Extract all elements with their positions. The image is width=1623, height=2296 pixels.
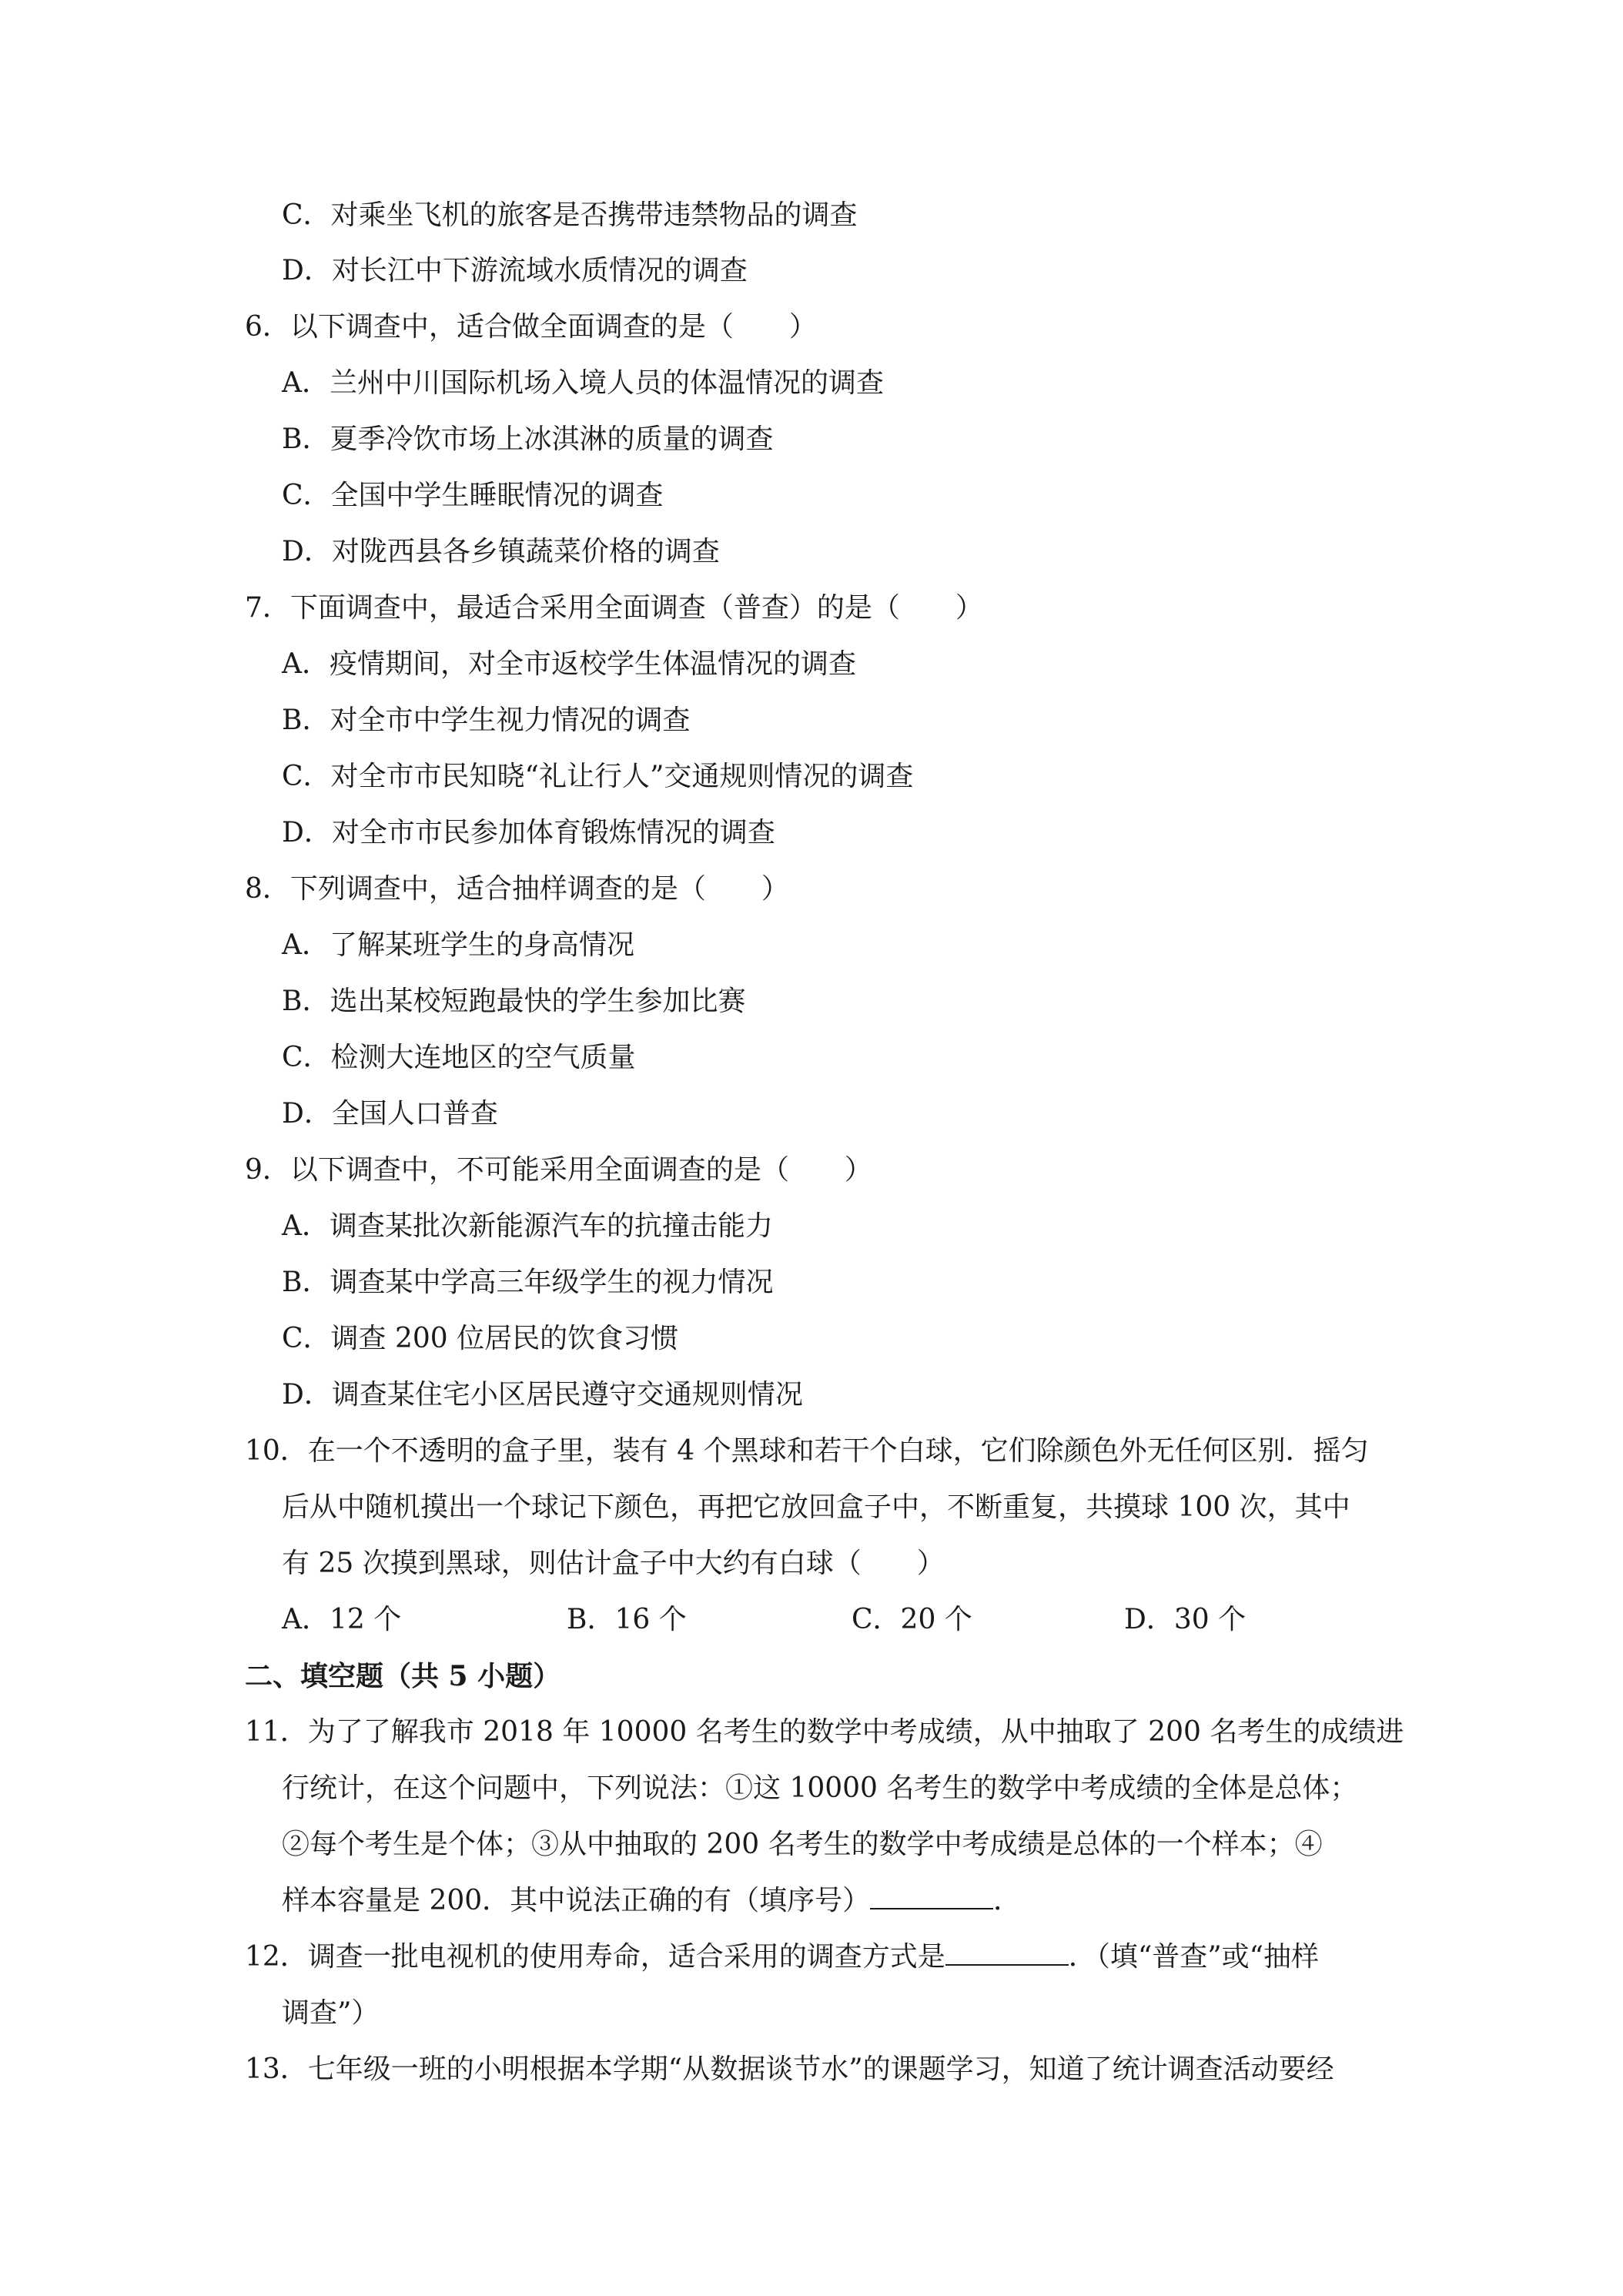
q9-option-c: C．调查 200 位居民的饮食习惯 — [282, 1323, 679, 1354]
q8-option-c: C．检测大连地区的空气质量 — [282, 1042, 636, 1073]
q12-line-1-text: 12．调查一批电视机的使用寿命，适合采用的调查方式是 — [245, 1941, 945, 1973]
q9-stem: 9．以下调查中，不可能采用全面调查的是（ ） — [245, 1154, 872, 1186]
q6-option-d: D．对陇西县各乡镇蔬菜价格的调查 — [282, 536, 720, 567]
q10-option-d: D．30 个 — [1124, 1604, 1247, 1635]
q11-line-1: 11．为了了解我市 2018 年 10000 名考生的数学中考成绩，从中抽取了 200 名考生的成绩进 — [245, 1716, 1404, 1748]
q6-stem: 6．以下调查中，适合做全面调查的是（ ） — [245, 311, 817, 343]
q11-line-3: ②每个考生是个体；③从中抽取的 200 名考生的数学中考成绩是总体的一个样本；④ — [282, 1829, 1323, 1860]
q11-line-2: 行统计，在这个问题中，下列说法：①这 10000 名考生的数学中考成绩的全体是总体； — [282, 1772, 1358, 1804]
q10-line-1: 10．在一个不透明的盒子里，装有 4 个黑球和若干个白球，它们除颜色外无任何区别．摇匀 — [245, 1435, 1369, 1467]
q8-option-d: D．全国人口普查 — [282, 1098, 498, 1130]
q7-option-d: D．对全市市民参加体育锻炼情况的调查 — [282, 817, 775, 848]
q7-option-b: B．对全市中学生视力情况的调查 — [282, 705, 691, 736]
q7-stem: 7．下面调查中，最适合采用全面调查（普查）的是（ ） — [245, 592, 983, 624]
q12-line-1 — [245, 1940, 1319, 1974]
section-2-title: 二、填空题（共 5 小题） — [245, 1660, 561, 1692]
q11-answer-blank[interactable] — [870, 1885, 993, 1909]
q10-option-c: C．20 个 — [852, 1604, 972, 1635]
q10-line-2: 后从中随机摸出一个球记下颜色，再把它放回盒子中，不断重复，共摸球 100 次，其中 — [282, 1491, 1350, 1523]
q9-option-d: D．调查某住宅小区居民遵守交通规则情况 — [282, 1379, 803, 1411]
q12-line-1-end: ．（填“普查”或“抽样 — [1068, 1941, 1320, 1973]
q5-option-d: D．对长江中下游流域水质情况的调查 — [282, 255, 748, 286]
q12-line-2: 调查”） — [282, 1997, 380, 2029]
q6-option-c: C．全国中学生睡眠情况的调查 — [282, 480, 664, 511]
q8-option-b: B．选出某校短跑最快的学生参加比赛 — [282, 986, 746, 1017]
q12-answer-blank[interactable] — [945, 1941, 1069, 1966]
q11-line-4-text: 样本容量是 200．其中说法正确的有（填序号） — [282, 1885, 871, 1916]
q9-option-a: A．调查某批次新能源汽车的抗撞击能力 — [282, 1210, 773, 1242]
q10-option-b: B．16 个 — [567, 1604, 687, 1635]
q10-option-a: A．12 个 — [282, 1604, 402, 1635]
q8-option-a: A．了解某班学生的身高情况 — [282, 929, 634, 961]
q10-line-3: 有 25 次摸到黑球，则估计盒子中大约有白球（ ） — [282, 1548, 945, 1579]
q11-line-4 — [282, 1884, 1021, 1918]
q5-option-c: C．对乘坐飞机的旅客是否携带违禁物品的调查 — [282, 199, 858, 231]
q6-option-b: B．夏季冷饮市场上冰淇淋的质量的调查 — [282, 423, 774, 455]
q7-option-a: A．疫情期间，对全市返校学生体温情况的调查 — [282, 648, 856, 680]
q6-option-a: A．兰州中川国际机场入境人员的体温情况的调查 — [282, 367, 884, 399]
q11-line-4-end: ． — [993, 1885, 1022, 1916]
q8-stem: 8．下列调查中，适合抽样调查的是（ ） — [245, 873, 789, 905]
q13-line-1: 13．七年级一班的小明根据本学期“从数据谈节水”的课题学习，知道了统计调查活动要经 — [245, 2053, 1334, 2085]
q7-option-c: C．对全市市民知晓“礼让行人”交通规则情况的调查 — [282, 761, 914, 792]
q9-option-b: B．调查某中学高三年级学生的视力情况 — [282, 1267, 774, 1298]
